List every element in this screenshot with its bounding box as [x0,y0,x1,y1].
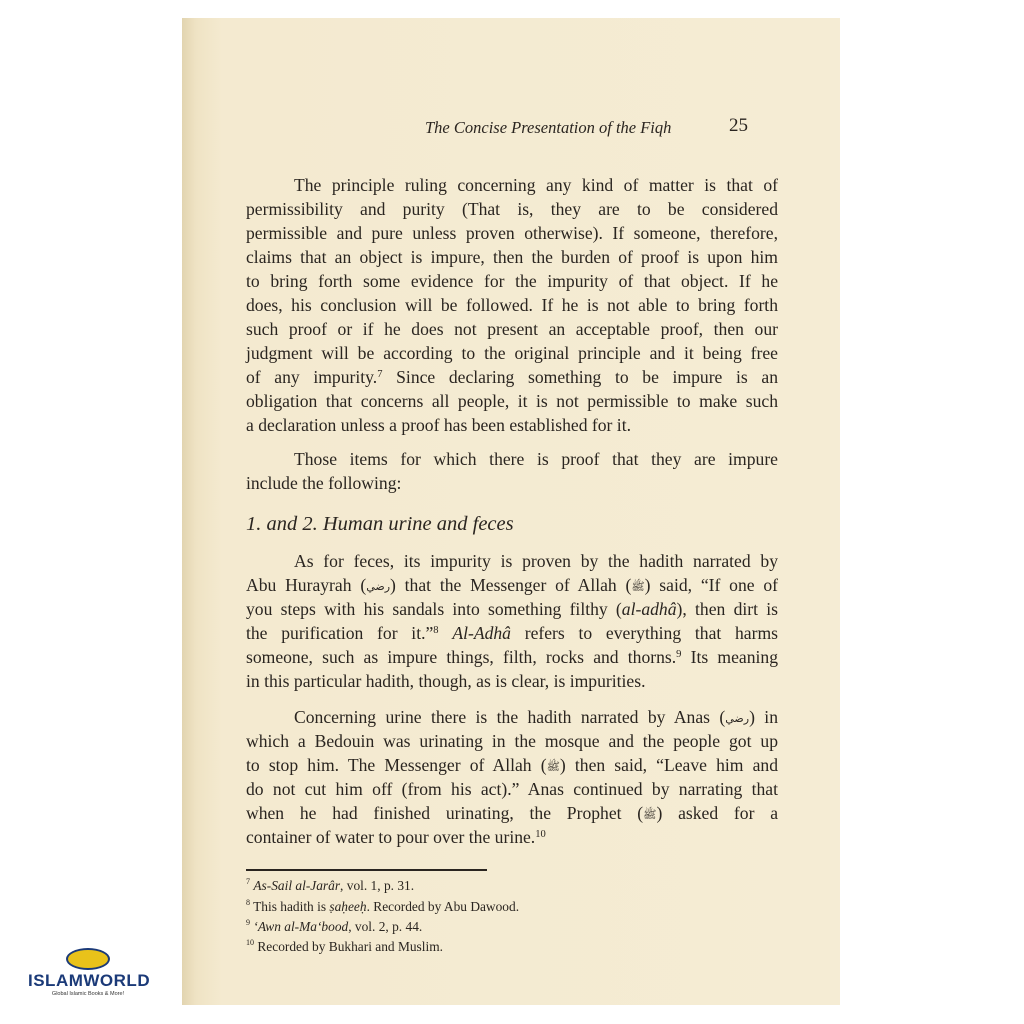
text-run: Abu Hurayrah ( [246,575,367,595]
text-run: . Recorded by Abu Dawood. [366,899,520,914]
text-run [439,623,453,643]
running-header: The Concise Presentation of the Fiqh [425,118,672,137]
logo-emblem-icon [66,948,110,970]
text-run: This hadith is [250,899,330,914]
islamworld-logo [28,948,151,1008]
text-line [294,174,778,196]
page-number: 25 [729,115,748,136]
footnote-ref: 9 [246,918,251,927]
footnote [246,918,422,936]
text-line [246,270,778,292]
footnote-divider [246,869,487,871]
text-line [246,574,778,598]
text-line [246,670,778,692]
text-line [246,826,778,848]
text-run: Concerning urine there is the hadith narrated by Anas ( [294,707,726,727]
text-run: ṣaḥeeḥ [329,899,367,914]
text-run: which a Bedouin was urinating in the mosque and the people got up [246,731,778,751]
footnote-ref: 7 [377,369,383,380]
text-line [246,246,778,268]
text-run: ‘Awn al-Ma‘bood [253,919,349,934]
section-heading: 1. and 2. Human urine and feces [246,513,514,535]
text-line [246,342,778,364]
text-run: include the following: [246,473,402,493]
logo-name: ISLAMWORLD [28,971,151,990]
text-run: obligation that concerns all people, it is not permissible to make such [246,391,778,411]
text-line [246,730,778,752]
text-run: does, his conclusion will be followed. If he is not able to bring forth [246,295,778,315]
footnote-ref: 9 [676,649,682,660]
honorific-glyph: ﷺ [631,581,645,593]
text-run: ) said, “If one of [644,575,779,595]
text-run: a declaration unless a proof has been established for it. [246,415,631,435]
text-line [246,472,778,494]
text-line [246,198,778,220]
footnote-ref: 8 [246,898,251,907]
text-run: ), then dirt is [676,599,778,619]
footnote-ref: 7 [246,877,251,886]
footnote-ref: 10 [535,829,546,840]
text-line [246,754,778,778]
text-run: refers to everything that harms [510,623,779,643]
footnote-ref: 8 [433,625,439,636]
text-run: Since declaring something to be impure is an [382,367,778,387]
text-run: judgment will be according to the original principle and it being free [246,343,778,363]
honorific-glyph: رضي [725,713,750,725]
text-run: permissibility and purity (That is, they are to be considered [246,199,778,219]
text-line [246,598,778,620]
footnote [246,877,414,895]
text-run: do not cut him off (from his act).” Anas continued by narrating that [246,779,778,799]
text-run: you steps with his sandals into something filthy ( [246,599,622,619]
text-line [246,802,778,826]
text-line [246,318,778,340]
text-line [246,294,778,316]
text-line [246,366,778,388]
text-line [246,646,778,668]
text-line [246,622,778,644]
text-run: ) that the Messenger of Allah ( [390,575,632,595]
text-run: The principle ruling concerning any kind of matter is that of [294,175,778,195]
text-run: in this particular hadith, though, as is clear, is impurities. [246,671,646,691]
text-run: someone, such as impure things, filth, rocks and thorns. [246,647,677,667]
text-run: As-Sail al-Jarâr [253,878,341,893]
logo-tagline: Global Islamic Books & More! [51,991,125,997]
text-run: ) then said, “Leave him and [559,755,778,775]
text-run: permissible and pure unless proven otherwise). If someone, therefore, [246,223,778,243]
text-line [294,706,778,730]
honorific-glyph: ﷺ [643,809,657,821]
text-run: Recorded by Bukhari and Muslim. [254,939,443,954]
text-run: container of water to pour over the urine. [246,827,536,847]
text-run: As for feces, its impurity is proven by the hadith narrated by [294,551,778,571]
text-run: the purification for it.” [246,623,434,643]
text-run: Its meaning [681,647,778,667]
text-run: when he had finished urinating, the Prophet ( [246,803,644,823]
text-run: to stop him. The Messenger of Allah ( [246,755,547,775]
text-run: ) asked for a [656,803,779,823]
text-run: to bring forth some evidence for the impurity of that object. If he [246,271,778,291]
text-line [294,550,778,572]
honorific-glyph: ﷺ [546,761,560,773]
text-run: claims that an object is impure, then the burden of proof is upon him [246,247,778,267]
text-line [246,390,778,412]
text-run: Al-Adhâ [452,623,511,643]
text-line [246,222,778,244]
text-run: of any impurity. [246,367,378,387]
text-line [294,448,778,470]
text-run: Those items for which there is proof that they are impure [294,449,778,469]
text-run: , vol. 2, p. 44. [348,919,423,934]
text-line [246,414,778,436]
text-run: ) in [749,707,778,727]
footnote-ref: 10 [246,938,255,947]
footnote [246,938,443,956]
text-run: such proof or if he does not present an acceptable proof, then our [246,319,778,339]
text-run: al-adhâ [621,599,677,619]
text-line [246,778,778,800]
honorific-glyph: رضي [366,581,391,593]
text-run: , vol. 1, p. 31. [340,878,415,893]
book-page [182,18,840,1005]
footnote [246,898,519,916]
